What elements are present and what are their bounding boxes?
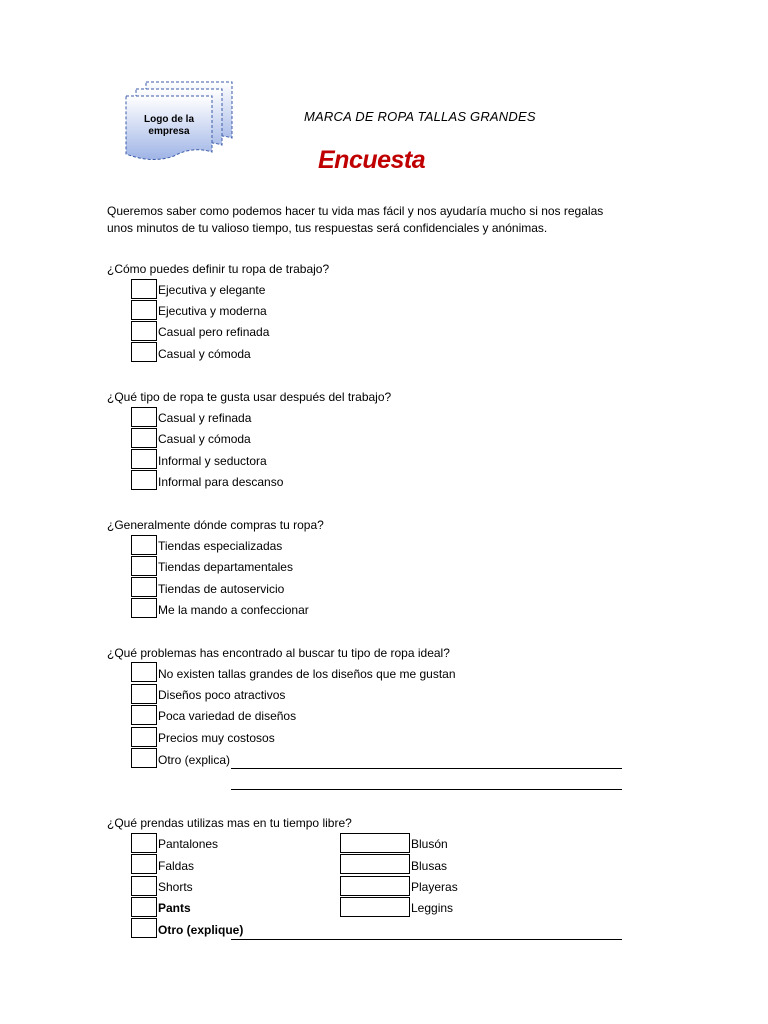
option-label: Informal para descanso: [158, 475, 284, 489]
checkbox-q2-option-2[interactable]: [131, 428, 157, 448]
option-label: Poca variedad de diseños: [158, 709, 297, 723]
logo-text-line1: Logo de la: [144, 114, 194, 125]
checkbox-q3-option-2[interactable]: [131, 556, 157, 576]
option-label: Ejecutiva y elegante: [158, 283, 266, 297]
answer-line-q4-other-2[interactable]: [231, 789, 622, 790]
intro-paragraph: Queremos saber como podemos hacer tu vida mas fácil y nos ayudaría mucho si nos regalas unos minutos de tu valioso tiempo, tus respuestas será confidenciales y anónimas.: [107, 204, 604, 235]
logo-text-line2: empresa: [148, 126, 190, 137]
option-label: Casual y cómoda: [158, 432, 251, 446]
option-label: Playeras: [411, 880, 458, 894]
checkbox-q5-right-option-3[interactable]: [340, 876, 410, 896]
checkbox-q5-left-option-1[interactable]: [131, 833, 157, 853]
question-4: ¿Qué problemas has encontrado al buscar tu tipo de ropa ideal?: [107, 646, 450, 660]
checkbox-q1-option-4[interactable]: [131, 342, 157, 362]
option-label: Tiendas departamentales: [158, 560, 293, 574]
checkbox-q5-right-option-4[interactable]: [340, 897, 410, 917]
question-1: ¿Cómo puedes definir tu ropa de trabajo?: [107, 262, 330, 276]
company-logo-placeholder: [122, 80, 234, 160]
option-label: Otro (explica): [158, 753, 231, 767]
question-5: ¿Qué prendas utilizas mas en tu tiempo libre?: [107, 816, 352, 830]
option-label: Blusón: [411, 837, 448, 851]
option-label: No existen tallas grandes de los diseños que me gustan: [158, 667, 456, 681]
checkbox-q4-option-3[interactable]: [131, 705, 157, 725]
checkbox-q3-option-3[interactable]: [131, 577, 157, 597]
option-label: Casual pero refinada: [158, 325, 270, 339]
checkbox-q5-right-option-2[interactable]: [340, 854, 410, 874]
option-label: Pants: [158, 901, 191, 915]
checkbox-q4-option-5[interactable]: [131, 748, 157, 768]
checkbox-q2-option-3[interactable]: [131, 449, 157, 469]
checkbox-q5-right-option-1[interactable]: [340, 833, 410, 853]
checkbox-q5-left-option-4[interactable]: [131, 897, 157, 917]
checkbox-q1-option-2[interactable]: [131, 300, 157, 320]
checkbox-q5-left-option-3[interactable]: [131, 876, 157, 896]
checkbox-q1-option-3[interactable]: [131, 321, 157, 341]
option-label: Leggins: [411, 901, 454, 915]
option-label: Informal y seductora: [158, 454, 267, 468]
checkbox-q1-option-1[interactable]: [131, 279, 157, 299]
question-3: ¿Generalmente dónde compras tu ropa?: [107, 518, 324, 532]
option-label: Shorts: [158, 880, 193, 894]
option-label: Casual y cómoda: [158, 347, 251, 361]
checkbox-q4-option-1[interactable]: [131, 662, 157, 682]
option-label: Faldas: [158, 859, 195, 873]
checkbox-q3-option-4[interactable]: [131, 598, 157, 618]
checkbox-q5-left-option-2[interactable]: [131, 854, 157, 874]
question-2: ¿Qué tipo de ropa te gusta usar después del trabajo?: [107, 390, 392, 404]
answer-line-q4-other[interactable]: [231, 768, 622, 769]
option-label: Ejecutiva y moderna: [158, 304, 267, 318]
option-label: Tiendas de autoservicio: [158, 582, 285, 596]
option-label: Pantalones: [158, 837, 219, 851]
option-label: Casual y refinada: [158, 411, 252, 425]
checkbox-q5-left-option-5[interactable]: [131, 918, 157, 938]
option-label: Blusas: [411, 859, 448, 873]
checkbox-q4-option-4[interactable]: [131, 727, 157, 747]
option-label: Me la mando a confeccionar: [158, 603, 309, 617]
checkbox-q2-option-4[interactable]: [131, 470, 157, 490]
checkbox-q4-option-2[interactable]: [131, 684, 157, 704]
checkbox-q2-option-1[interactable]: [131, 407, 157, 427]
option-label: Precios muy costosos: [158, 731, 275, 745]
checkbox-q3-option-1[interactable]: [131, 535, 157, 555]
option-label: Diseños poco atractivos: [158, 688, 286, 702]
page-title: Encuesta: [318, 146, 426, 174]
answer-line-q5-other[interactable]: [231, 939, 622, 940]
option-label: Otro (explique): [158, 923, 244, 937]
option-label: Tiendas especializadas: [158, 539, 283, 553]
brand-name: MARCA DE ROPA TALLAS GRANDES: [304, 109, 536, 124]
